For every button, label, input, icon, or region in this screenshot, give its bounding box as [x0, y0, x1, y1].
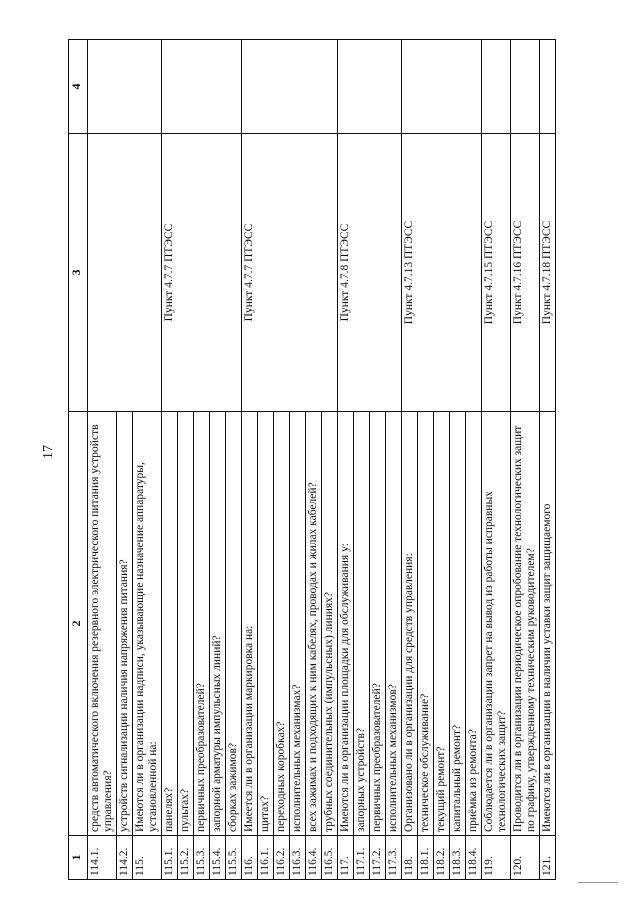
row-question: Имеются ли в организации надписи, указывающие назначение аппаратуры, установленной на:: [133, 412, 162, 836]
row-question: текущий ремонт?: [434, 412, 450, 836]
checklist-table: [68, 39, 556, 880]
row-question: Имеются ли в организации площадки для обслуживания у:: [338, 412, 354, 836]
row-reference: Пункт 4.7.7 ПТЭСС: [242, 134, 338, 412]
row-reference: Пункт 4.7.15 ПТЭСС: [482, 134, 511, 412]
row-notes: [482, 40, 511, 134]
row-notes: [338, 40, 402, 134]
row-question: Имеется ли в организации маркировка на:: [242, 412, 258, 836]
row-number: 114.2.: [117, 836, 133, 880]
row-reference: Пункт 4.7.8 ПТЭСС: [338, 134, 402, 412]
row-question: исполнительных механизмах?: [290, 412, 306, 836]
row-number: 116.4.: [306, 836, 322, 880]
header-col-2: 2: [69, 412, 88, 836]
row-number: 115.: [133, 836, 162, 880]
row-question: Имеются ли в организации в наличии уставки защит защищаемого: [540, 412, 556, 836]
row-question: переходных коробках?: [274, 412, 290, 836]
row-question: исполнительных механизмов?: [386, 412, 402, 836]
header-col-1: 1: [69, 836, 88, 880]
page-number: 17: [41, 445, 56, 459]
row-question: техническое обслуживание?: [418, 412, 434, 836]
row-notes: [242, 40, 338, 134]
row-notes: [88, 40, 162, 134]
table-row: [402, 40, 418, 880]
row-number: 116.5.: [322, 836, 338, 880]
row-question: средств автоматического включения резервного электрического питания устройств управления?: [88, 412, 117, 836]
row-number: 118.2.: [434, 836, 450, 880]
row-number: 115.5.: [226, 836, 242, 880]
row-number: 115.1.: [162, 836, 178, 880]
table-row: [88, 40, 117, 880]
row-question: Организовано ли в организации для средств управления:: [402, 412, 418, 836]
row-number: 116.: [242, 836, 258, 880]
row-number: 114.1.: [88, 836, 117, 880]
table-header-row: [69, 40, 88, 880]
row-number: 116.1.: [258, 836, 274, 880]
row-number: 120.: [511, 836, 540, 880]
row-number: 118.3.: [450, 836, 466, 880]
row-number: 118.4.: [466, 836, 482, 880]
row-question: приёмка из ремонта?: [466, 412, 482, 836]
footer-rule: [578, 882, 618, 883]
row-notes: [162, 40, 242, 134]
row-number: 116.3.: [290, 836, 306, 880]
row-reference: Пункт 4.7.16 ПТЭСС: [511, 134, 540, 412]
row-number: 117.3.: [386, 836, 402, 880]
row-number: 119.: [482, 836, 511, 880]
row-reference: Пункт 4.7.13 ПТЭСС: [402, 134, 482, 412]
table-row: [482, 40, 511, 880]
row-number: 115.3.: [194, 836, 210, 880]
table-row: [162, 40, 178, 880]
row-question: панелях?: [162, 412, 178, 836]
row-number: 115.4.: [210, 836, 226, 880]
row-question: трубных соединительных (импульсных) линиях?: [322, 412, 338, 836]
row-question: пультах?: [178, 412, 194, 836]
row-number: 117.1.: [354, 836, 370, 880]
row-question: запорной арматуры импульсных линий?: [210, 412, 226, 836]
row-number: 117.: [338, 836, 354, 880]
row-question: запорных устройств?: [354, 412, 370, 836]
table-body: [88, 40, 556, 880]
row-question: щитах?: [258, 412, 274, 836]
row-notes: [540, 40, 556, 134]
rotated-table-container: [68, 40, 584, 880]
row-number: 117.2.: [370, 836, 386, 880]
row-number: 115.2.: [178, 836, 194, 880]
row-question: Проводится ли в организации периодическое опробование технологических защит по графику, утвержденному техническим руководителем?: [511, 412, 540, 836]
table-row: [511, 40, 540, 880]
row-number: 118.: [402, 836, 418, 880]
row-question: сборках зажимов?: [226, 412, 242, 836]
table-row: [242, 40, 258, 880]
row-question: капитальный ремонт?: [450, 412, 466, 836]
header-col-3: 3: [69, 134, 88, 412]
row-reference: Пункт 4.7.7 ПТЭСС: [162, 134, 242, 412]
table-row: [338, 40, 354, 880]
row-number: 118.1.: [418, 836, 434, 880]
row-question: первичных преобразователей?: [194, 412, 210, 836]
row-question: первичных преобразователей?: [370, 412, 386, 836]
row-number: 116.2.: [274, 836, 290, 880]
row-notes: [511, 40, 540, 134]
row-reference: [88, 134, 162, 412]
table-row: [540, 40, 556, 880]
row-reference: Пункт 4.7.18 ПТЭСС: [540, 134, 556, 412]
header-col-4: 4: [69, 40, 88, 134]
row-number: 121.: [540, 836, 556, 880]
row-question: Соблюдается ли в организации запрет на вывод из работы исправных технологических защит?: [482, 412, 511, 836]
row-question: устройств сигнализации наличия напряжения питания?: [117, 412, 133, 836]
row-question: всех зажимах и подходящих к ним кабелях, проводах и жилах кабелей?: [306, 412, 322, 836]
row-notes: [402, 40, 482, 134]
